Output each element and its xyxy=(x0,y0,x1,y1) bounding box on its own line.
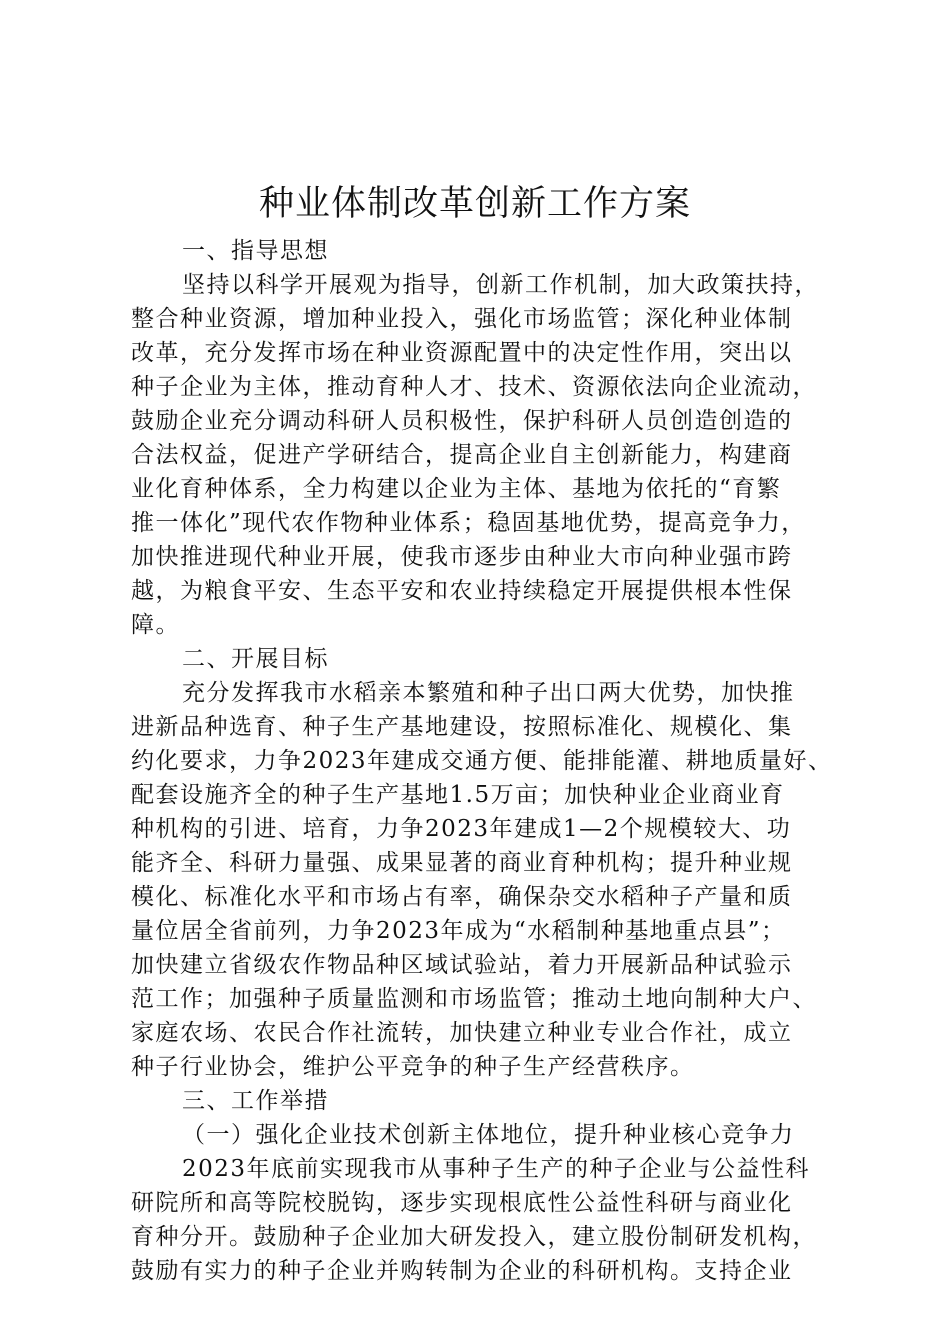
paragraph-line: 范工作；加强种子质量监测和市场监管；推动土地向制种大户、 xyxy=(131,986,817,1012)
paragraph-line: 研院所和高等院校脱钩，逐步实现根底性公益性科研与商业化 xyxy=(131,1190,793,1216)
paragraph-line: 量位居全省前列，力争2023年成为“水稻制种基地重点县”； xyxy=(131,918,786,944)
paragraph-line: 鼓励企业充分调动科研人员积极性，保护科研人员创造创造的 xyxy=(131,408,793,434)
subsection-heading: （一）强化企业技术创新主体地位，提升种业核心竞争力 xyxy=(182,1122,795,1148)
paragraph-line: 2023年底前实现我市从事种子生产的种子企业与公益性科 xyxy=(182,1156,811,1182)
section-heading: 二、开展目标 xyxy=(182,646,329,672)
section-heading: 一、指导思想 xyxy=(182,238,329,264)
paragraph-line: 约化要求，力争2023年建成交通方便、能排能灌、耕地质量好、 xyxy=(131,748,833,774)
paragraph-line: 加快推进现代种业开展，使我市逐步由种业大市向种业强市跨 xyxy=(131,544,793,570)
paragraph-line: 种子行业协会，维护公平竞争的种子生产经营秩序。 xyxy=(131,1054,695,1080)
paragraph-line: 育种分开。鼓励种子企业加大研发投入，建立股份制研发机构， xyxy=(131,1224,817,1250)
paragraph-line: 家庭农场、农民合作社流转，加快建立种业专业合作社，成立 xyxy=(131,1020,793,1046)
paragraph-line: 种子企业为主体，推动育种人才、技术、资源依法向企业流动， xyxy=(131,374,817,400)
paragraph-line: 改革，充分发挥市场在种业资源配置中的决定性作用，突出以 xyxy=(131,340,793,366)
paragraph-line: 业化育种体系，全力构建以企业为主体、基地为依托的“育繁 xyxy=(131,476,782,502)
section-heading: 三、工作举措 xyxy=(182,1088,329,1114)
paragraph-line: 充分发挥我市水稻亲本繁殖和种子出口两大优势，加快推 xyxy=(182,680,795,706)
paragraph-line: 合法权益，促进产学研结合，提高企业自主创新能力，构建商 xyxy=(131,442,793,468)
paragraph-line: 鼓励有实力的种子企业并购转制为企业的科研机构。支持企业 xyxy=(131,1258,793,1284)
paragraph-line: 坚持以科学开展观为指导，创新工作机制，加大政策扶持， xyxy=(182,272,819,298)
paragraph-line: 加快建立省级农作物品种区域试验站，着力开展新品种试验示 xyxy=(131,952,793,978)
paragraph-line: 推一体化”现代农作物种业体系；稳固基地优势，提高竞争力， xyxy=(131,510,806,536)
document-title: 种业体制改革创新工作方案 xyxy=(258,184,691,224)
paragraph-line: 模化、标准化水平和市场占有率，确保杂交水稻种子产量和质 xyxy=(131,884,793,910)
paragraph-line: 越，为粮食平安、生态平安和农业持续稳定开展提供根本性保 xyxy=(131,578,793,604)
paragraph-line: 障。 xyxy=(131,612,180,638)
paragraph-line: 进新品种选育、种子生产基地建设，按照标准化、规模化、集 xyxy=(131,714,793,740)
paragraph-line: 种机构的引进、培育，力争2023年建成1—2个规模较大、功 xyxy=(131,816,792,842)
paragraph-line: 整合种业资源，增加种业投入，强化市场监管；深化种业体制 xyxy=(131,306,793,332)
paragraph-line: 配套设施齐全的种子生产基地1.5万亩；加快种业企业商业育 xyxy=(131,782,785,808)
paragraph-line: 能齐全、科研力量强、成果显著的商业育种机构；提升种业规 xyxy=(131,850,793,876)
